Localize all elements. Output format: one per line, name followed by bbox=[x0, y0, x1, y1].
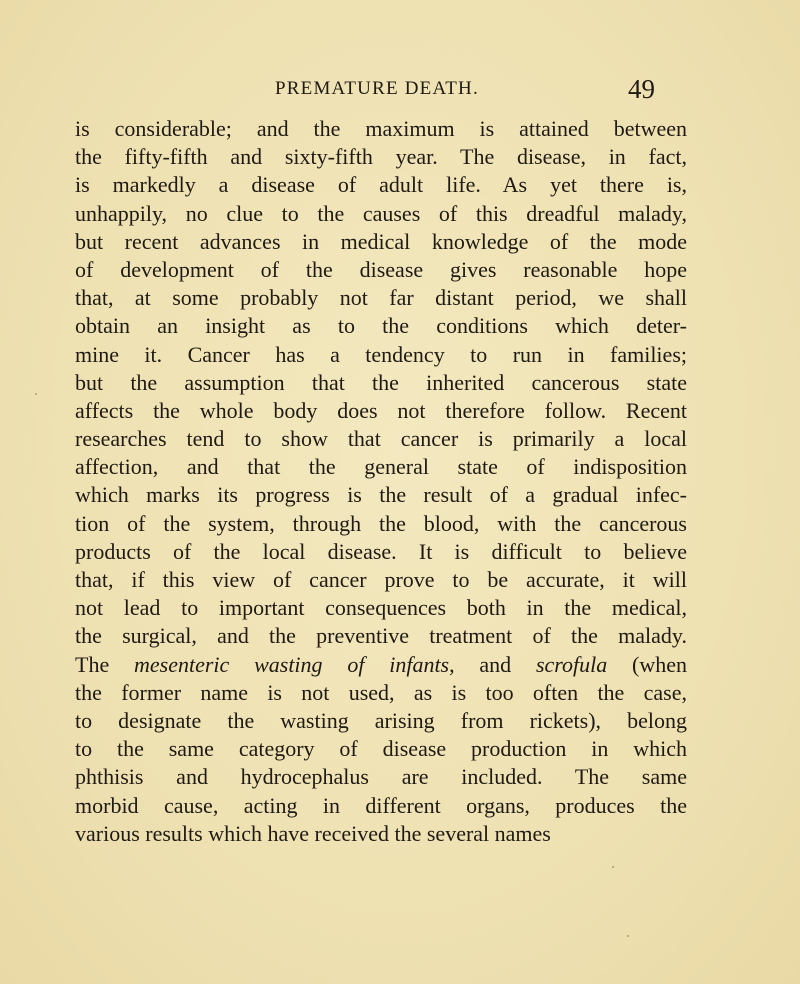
body-text bbox=[75, 115, 687, 848]
para-mid: , and bbox=[449, 651, 536, 677]
text-line: which marks its progress is the result of a gradual infec- bbox=[75, 482, 687, 508]
text-line: is markedly a disease of adult life. As yet there is, bbox=[75, 172, 687, 198]
text-line: morbid cause, acting in different organs, produces the bbox=[75, 792, 687, 818]
text-line: affection, and that the general state of indisposition bbox=[75, 454, 687, 480]
text-line: that, if this view of cancer prove to be accurate, it will bbox=[75, 567, 687, 592]
text-line: is considerable; and the maximum is attained between bbox=[75, 116, 687, 141]
text-line: to designate the wasting arising from rickets), belong bbox=[75, 707, 687, 733]
italic-term-mesenteric: mesenteric wasting of infants bbox=[134, 651, 450, 677]
text-line: obtain an insight as to the conditions which deter- bbox=[75, 313, 687, 339]
text-line: to the same category of disease production in which bbox=[75, 736, 687, 762]
text-line: but the assumption that the inherited cancerous state bbox=[75, 369, 687, 395]
text-line: products of the local disease. It is difficult to believe bbox=[75, 538, 687, 564]
text-line: researches tend to show that cancer is primarily a local bbox=[75, 426, 687, 452]
italic-term-scrofula: scrofula bbox=[535, 651, 608, 677]
text-line: the fifty-fifth and sixty-fifth year. The disease, in fact, bbox=[75, 144, 687, 170]
text-line: not lead to important consequences both in the medical, bbox=[75, 595, 687, 621]
text-line: tion of the system, through the blood, with the cancerous bbox=[75, 510, 687, 536]
para-prefix: The bbox=[75, 651, 134, 677]
text-line: phthisis and hydrocephalus are included. The same bbox=[75, 764, 687, 790]
text-line: the surgical, and the preventive treatment of the malady. bbox=[75, 623, 687, 649]
paper-speck bbox=[35, 393, 37, 395]
para-suffix: (when bbox=[607, 651, 688, 677]
running-head bbox=[0, 74, 800, 108]
paragraph-start-line bbox=[75, 651, 687, 679]
text-line: that, at some probably not far distant period, we shall bbox=[75, 285, 687, 311]
running-head-title: PREMATURE DEATH. bbox=[275, 78, 479, 99]
page-number: 49 bbox=[628, 74, 655, 104]
paper-speck bbox=[612, 866, 614, 868]
text-line: affects the whole body does not therefore follow. Recent bbox=[75, 397, 687, 423]
text-line: various results which have received the several names bbox=[75, 820, 551, 846]
text-line: the former name is not used, as is too often the case, bbox=[75, 679, 687, 705]
paper-speck bbox=[627, 935, 629, 937]
text-line: of development of the disease gives reasonable hope bbox=[75, 256, 687, 282]
text-line: unhappily, no clue to the causes of this dreadful malady, bbox=[75, 200, 687, 226]
text-line: but recent advances in medical knowledge of the mode bbox=[75, 228, 687, 254]
text-line: mine it. Cancer has a tendency to run in families; bbox=[75, 341, 687, 367]
